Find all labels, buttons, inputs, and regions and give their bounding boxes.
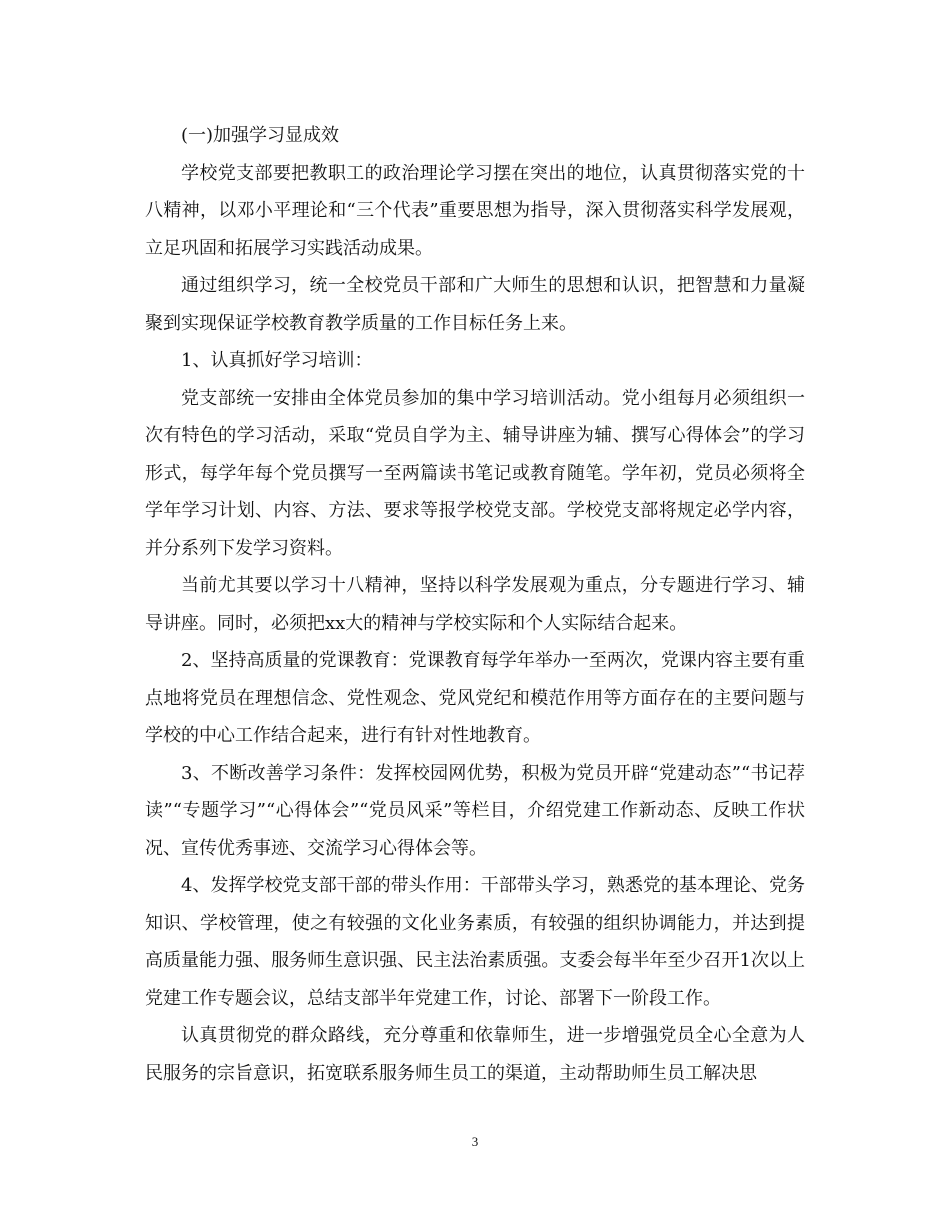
section-heading: (一)加强学习显成效 [181,125,340,146]
document-body [145,117,805,1092]
body-paragraph: 2、坚持高质量的党课教育：党课教育每学年举办一至两次，党课内容主要有重点地将党员在理想信念、党性观念、党风党纪和模范作用等方面存在的主要问题与学校的中心工作结合起来，进行有针对性地教育。 [145,650,805,746]
body-paragraph: 4、发挥学校党支部干部的带头作用：干部带头学习，熟悉党的基本理论、党务知识、学校管理，使之有较强的文化业务素质，有较强的组织协调能力，并达到提高质量能力强、服务师生意识强、民主法治素质强。支委会每半年至少召开1次以上党建工作专题会议，总结支部半年党建工作，讨论、部署下一阶段工作。 [145,875,805,1009]
body-paragraph: 认真贯彻党的群众路线，充分尊重和依靠师生，进一步增强党员全心全意为人民服务的宗旨意识，拓宽联系服务师生员工的渠道，主动帮助师生员工解决思 [145,1025,805,1084]
body-paragraph: 当前尤其要以学习十八精神，坚持以科学发展观为重点，分专题进行学习、辅导讲座。同时，必须把xx大的精神与学校实际和个人实际结合起来。 [145,575,805,634]
page-number: 3 [471,1134,479,1149]
body-paragraph: 学校党支部要把教职工的政治理论学习摆在突出的地位，认真贯彻落实党的十八精神，以邓小平理论和“三个代表”重要思想为指导，深入贯彻落实科学发展观，立足巩固和拓展学习实践活动成果。 [145,162,805,259]
body-paragraph: 党支部统一安排由全体党员参加的集中学习培训活动。党小组每月必须组织一次有特色的学习活动，采取“党员自学为主、辅导讲座为辅、撰写心得体会”的学习形式，每学年每个党员撰写一至两篇读书笔记或教育随笔。学年初，党员必须将全学年学习计划、内容、方法、要求等报学校党支部。学校党支部将规定必学内容，并分系列下发学习资料。 [145,387,805,559]
body-paragraph: 3、不断改善学习条件：发挥校园网优势，积极为党员开辟“党建动态”“书记荐读”“专题学习”“心得体会”“党员风采”等栏目，介绍党建工作新动态、反映工作状况、宣传优秀事迹、交流学习心得体会等。 [145,762,805,859]
subsection-heading: 1、认真抓好学习培训： [181,350,373,371]
body-paragraph: 通过组织学习，统一全校党员干部和广大师生的思想和认识，把智慧和力量凝聚到实现保证学校教育教学质量的工作目标任务上来。 [145,275,805,334]
